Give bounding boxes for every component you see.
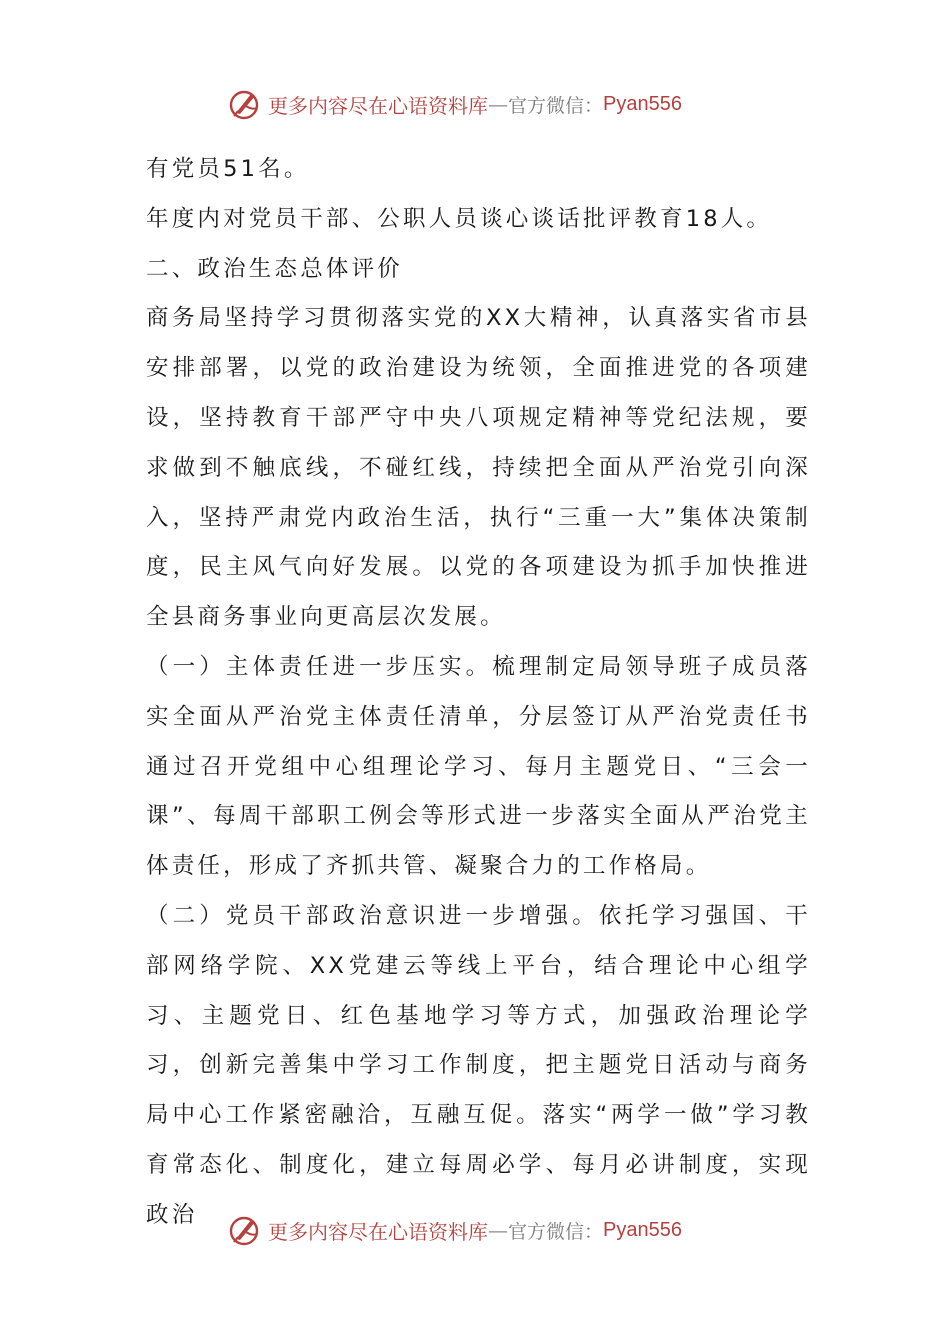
document-body xyxy=(146,145,811,1241)
watermark-banner-bottom xyxy=(226,1210,682,1250)
watermark-wechat-label: 官方微信： xyxy=(508,94,604,117)
watermark-wechat-id: Pyan556 xyxy=(603,92,682,115)
paragraph-overview: 商务局坚持学习贯彻落实党的XX大精神，认真落实省市县安排部署，以党的政治建设为统领，全面推进党的各项建设，坚持教育干部严守中央八项规定精神等党纪法规，要求做到不触底线，不碰红线，持续把全面从严治党引向深入，坚持严肃党内政治生活，执行“三重一大”集体决策制度，民主风气向好发展。以党的各项建设为抓手加快推进全县商务事业向更高层次发展。 xyxy=(146,305,811,631)
watermark-brand-text: 更多内容尽在心语资料库 xyxy=(268,1219,488,1244)
watermark-banner-top xyxy=(226,84,682,124)
quill-logo-icon xyxy=(226,1212,262,1248)
section-heading: 二、政治生态总体评价 xyxy=(146,255,404,282)
watermark-brand-text: 更多内容尽在心语资料库 xyxy=(268,93,488,118)
paragraph-responsibility: （一）主体责任进一步压实。梳理制定局领导班子成员落实全面从严治党主体责任清单，分层签订从严治党责任书通过召开党组中心组理论学习、每月主题党日、“三会一课”、每周干部职工例会等形式进一步落实全面从严治党主体责任，形成了齐抓共管、凝聚合力的工作格局。 xyxy=(146,653,811,880)
watermark-wechat-label: 官方微信： xyxy=(508,1220,604,1243)
paragraph-talks: 年度内对党员干部、公职人员谈心谈话批评教育18人。 xyxy=(146,205,773,232)
quill-logo-icon xyxy=(226,86,262,122)
watermark-separator: — xyxy=(488,1218,508,1242)
paragraph-party-members: 有党员51名。 xyxy=(146,156,310,182)
watermark-wechat-id: Pyan556 xyxy=(603,1218,682,1241)
watermark-separator: — xyxy=(488,92,508,116)
paragraph-political-awareness: （二）党员干部政治意识进一步增强。依托学习强国、干部网络学院、XX党建云等线上平台，结合理论中心组学习、主题党日、红色基地学习等方式，加强政治理论学习，创新完善集中学习工作制度，把主题党日活动与商务局中心工作紧密融洽，互融互促。落实“两学一做”学习教育常态化、制度化，建立每周必学、每月必讲制度，实现政治 xyxy=(146,902,811,1228)
